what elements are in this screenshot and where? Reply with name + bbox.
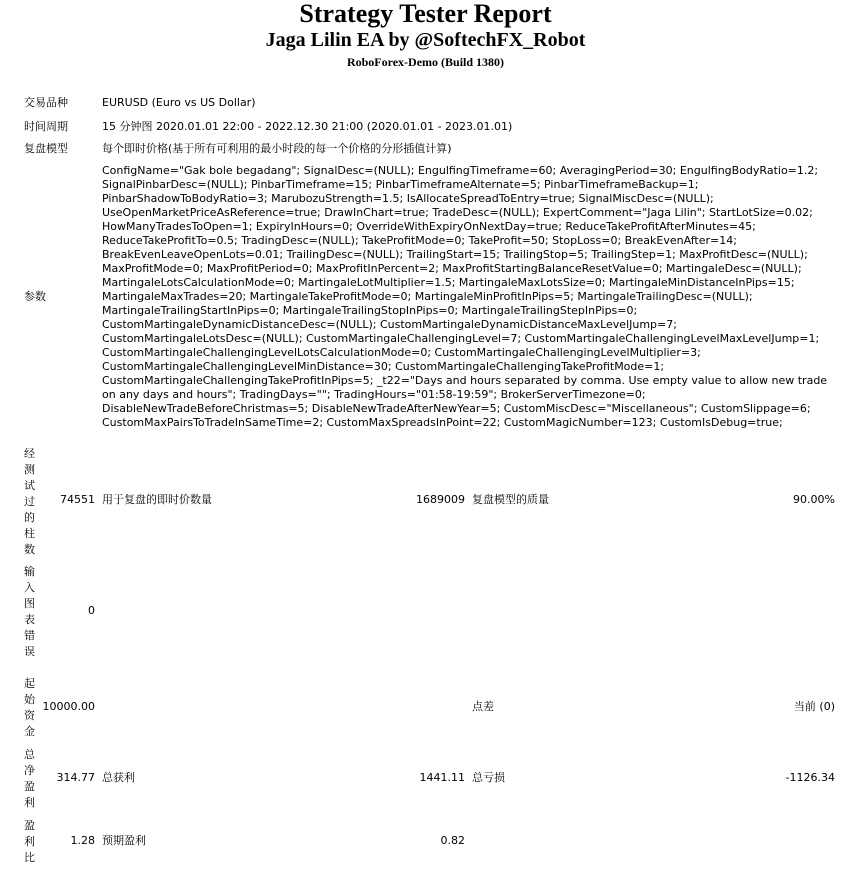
report-build: RoboForex-Demo (Build 1380) — [346, 55, 505, 69]
params-value: ConfigName="Gak bole begadang"; SignalDesc=(NULL); EngulfingTimeframe=60; AveragingPeriod=30; EngulfingBodyRatio=1.2; SignalPinbarDesc=(NULL); PinbarTimeframe=15; PinbarTimeframeAlternate=5; PinbarTimeframeBackup=1; PinbarShadowToBodyRatio=3; MarubozuStrength=1.5; IsAllocateSpreadToEntry=true; SignalMiscDesc=(NULL); UseOpenMarketPriceAsReference=true; DrawInChart=true; TradeDesc=(NULL); ExpertComment="Jaga Lilin"; StartLotSize=0.02; HowManyTradesToOpen=1; ExpiryInHours=0; OverrideWithExpiryOnNextDay=true; ReduceTakeProfitAfterMinutes=45; ReduceTakeProfitTo=0.5; TradingDesc=(NULL); TakeProfitMode=0; TakeProfit=50; StopLoss=0; BreakEvenAfter=14; BreakEvenLeaveOpenLots=0.01; TrailingDesc=(NULL); TrailingStart=15; TrailingStop=5; TrailingStep=1; MaxProfitDesc=(NULL); MaxProfitMode=0; MaxProfitPeriod=0; MaxProfitInPercent=2; MaxProfitStartingBalanceResetValue=0; MartingaleDesc=(NULL); MartingaleLotsCalculationMode=0; MartingaleLotMultiplier=1.5; MartingaleMaxLotsSize=0; MartingaleMinDistanceInPips=15; MartingaleMaxTrades=20; MartingaleTakeProfitMode=0; MartingaleMinProfitInPips=5; MartingaleTrailingDesc=(NULL); MartingaleTrailingStartInPips=0; MartingaleTrailingStopInPips=0; MartingaleTrailingStepInPips=0; CustomMartingaleDynamicDistanceDesc=(NULL); CustomMartingaleDynamicDistanceMaxLevelJump=7; CustomMartingaleLotsDesc=(NULL); CustomMartingaleChallengingLevel=7; CustomMartingaleChallengingLevelMaxLevelJump=1; CustomMartingaleChallengingLevelLotsCalculationMode=0; CustomMartingaleChallengingLevelMultiplier=3; CustomMartingaleChallengingLevelMinDistance=30; CustomMartingaleChallengingTakeProfitMode=1; CustomMartingaleChallengingTakeProfitInPips=5; _t22="Days and hours separated by comma. Use empty value to allow new trade on any days and hours"; TradingDays=""; TradingHours="01:58-19:59"; BrokerServerTimezone=0; DisableNewTradeBeforeChristmas=5; DisableNewTradeAfterNewYear=5; CustomMiscDesc="Miscellaneous"; CustomSlippage=6; CustomMaxPairsToTradeInSameTime=2; CustomMaxSpreadsInPoint=22; CustomMagicNumber=123; CustomIsDebug=true; — [102, 164, 828, 429]
symbol-label: 交易品种 — [24, 96, 68, 109]
report-title: Strategy Tester Report — [299, 0, 552, 28]
net-profit-label: 总净盈利 — [24, 748, 35, 809]
gross-profit-label: 总获利 — [102, 771, 135, 784]
deposit-value: 10000.00 — [42, 700, 95, 713]
profit-factor-value: 1.28 — [70, 834, 95, 847]
gross-loss-value: -1126.34 — [785, 771, 835, 784]
bars-label: 经测试过的柱数 — [24, 447, 35, 556]
errors-label: 输入图表错误 — [24, 565, 35, 658]
period-label: 时间周期 — [24, 120, 68, 133]
params-label: 参数 — [24, 290, 46, 303]
symbol-value: EURUSD (Euro vs US Dollar) — [102, 96, 256, 109]
expected-payoff-value: 0.82 — [440, 834, 465, 847]
quality-label: 复盘模型的质量 — [472, 493, 549, 506]
spread-value: 当前 (0) — [793, 700, 835, 713]
gross-profit-value: 1441.11 — [419, 771, 465, 784]
ticks-label: 用于复盘的即时价数量 — [102, 493, 212, 506]
spread-label: 点差 — [472, 700, 494, 713]
expected-payoff-label: 预期盈利 — [102, 834, 146, 847]
errors-value: 0 — [88, 604, 95, 617]
net-profit-value: 314.77 — [56, 771, 95, 784]
model-value: 每个即时价格(基于所有可利用的最小时段的每一个价格的分形插值计算) — [102, 142, 452, 155]
report-header — [0, 0, 851, 70]
gross-loss-label: 总亏损 — [472, 771, 505, 784]
period-value: 15 分钟图 2020.01.01 22:00 - 2022.12.30 21:00 (2020.01.01 - 2023.01.01) — [102, 120, 513, 133]
quality-value: 90.00% — [793, 493, 835, 506]
bars-value: 74551 — [60, 493, 95, 506]
deposit-label: 起始资金 — [24, 677, 35, 738]
ticks-value: 1689009 — [416, 493, 465, 506]
report-subtitle: Jaga Lilin EA by @SoftechFX_Robot — [265, 29, 586, 51]
profit-factor-label: 盈利比 — [24, 819, 35, 864]
model-label: 复盘模型 — [24, 142, 68, 155]
